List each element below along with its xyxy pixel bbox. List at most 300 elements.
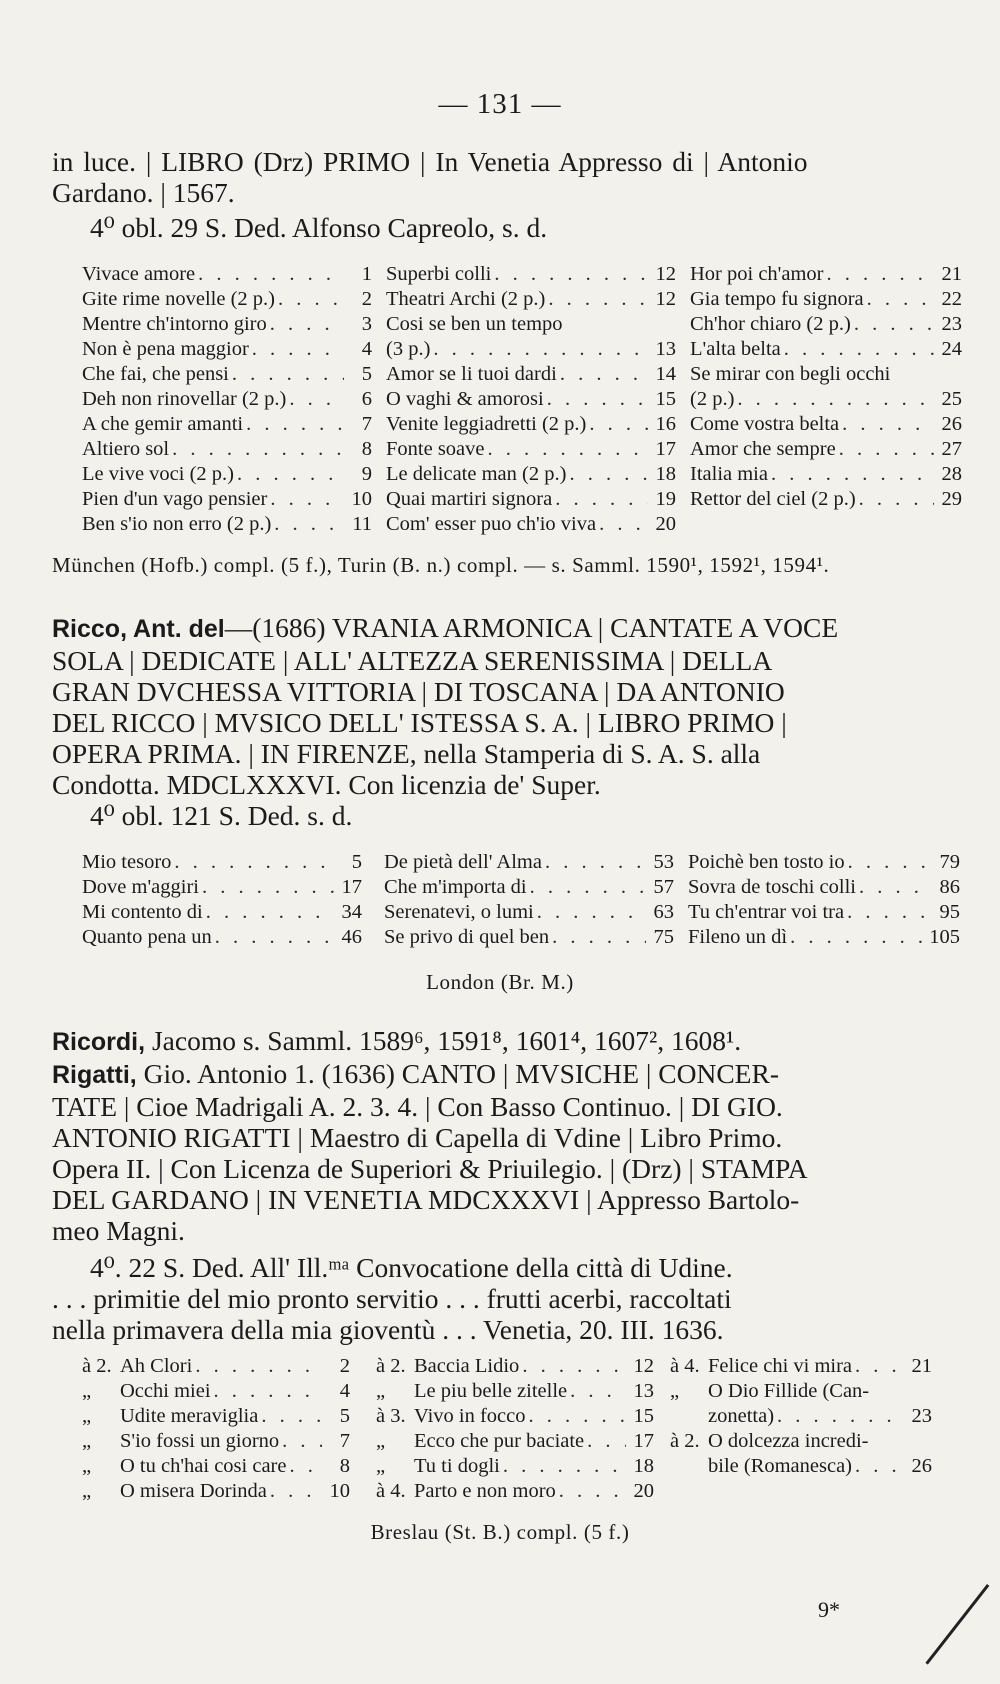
contents-row (82, 1379, 350, 1404)
leader-dots (781, 337, 934, 362)
voice-prefix: „ (376, 1455, 386, 1477)
contents-row (690, 462, 962, 487)
page-ref: 7 (339, 1430, 350, 1452)
voice-prefix: à 2. (376, 1355, 406, 1377)
page-ref: 105 (929, 926, 960, 948)
text-line: Gio. Antonio 1. (1636) CANTO | MVSICHE | CONCER- (143, 1058, 779, 1089)
leader-dots (279, 1429, 322, 1454)
contents-row (690, 437, 962, 462)
contents-title (82, 1454, 286, 1479)
page-ref: 17 (341, 876, 362, 898)
contents-title (82, 1429, 279, 1454)
contents-title: Se privo di quel ben (384, 926, 550, 948)
contents-title (82, 1479, 267, 1504)
contents-title (670, 1354, 852, 1379)
page-ref: 29 (941, 488, 962, 510)
leader-dots (586, 412, 648, 437)
contents-row (690, 412, 962, 437)
voice-prefix: à 4. (670, 1355, 700, 1377)
contents-row (376, 1454, 654, 1479)
page-ref: 26 (911, 1455, 932, 1477)
piece-title: O Dio Fillide (Can- (708, 1380, 870, 1402)
contents-column (82, 262, 372, 537)
contents-row (82, 312, 372, 337)
contents-title: Deh non rinovellar (2 p.) (82, 388, 287, 410)
page-ref: 10 (329, 1480, 350, 1502)
page-ref: 75 (653, 926, 674, 948)
page-ref: 21 (941, 263, 962, 285)
page-ref: 23 (911, 1405, 932, 1427)
contents-row (386, 287, 676, 312)
leader-dots (851, 312, 934, 337)
piece-title: Ah Clori (120, 1355, 193, 1377)
leader-dots (845, 850, 932, 875)
contents-title: Fileno un dì (688, 926, 788, 948)
page-ref: 20 (633, 1480, 654, 1502)
entry-ricordi (52, 1025, 972, 1058)
page-ref: 5 (351, 851, 362, 873)
leader-dots (852, 1354, 904, 1379)
voice-prefix: „ (82, 1455, 92, 1477)
format-line: 4⁰ obl. 29 S. Ded. Alfonso Capreolo, s. d. (90, 212, 548, 243)
page-ref: 8 (339, 1455, 350, 1477)
contents-row (670, 1454, 932, 1479)
piece-title: Parto e non moro (414, 1480, 556, 1502)
page-ref: 14 (655, 363, 676, 385)
contents-row (688, 850, 960, 875)
contents-title: Italia mia (690, 463, 768, 485)
contents-row (82, 387, 372, 412)
contents-row (384, 850, 674, 875)
contents-row (82, 262, 372, 287)
contents-title (82, 1354, 192, 1379)
contents-title (376, 1479, 556, 1504)
contents-row (384, 900, 674, 925)
voice-prefix (670, 1454, 708, 1479)
contents-title: Quai martiri signora (386, 488, 553, 510)
author-name: Rigatti, (52, 1061, 137, 1089)
contents-row (386, 362, 676, 387)
leader-dots (267, 487, 344, 512)
page-ref: 18 (655, 463, 676, 485)
leader-dots (258, 1404, 322, 1429)
contents-title (376, 1454, 500, 1479)
piece-title: Udite meraviglia (120, 1405, 259, 1427)
author-name: Ricco, Ant. del (52, 615, 225, 643)
leader-dots (869, 1429, 905, 1454)
contents-title: L'alta belta (690, 338, 781, 360)
contents-row (82, 487, 372, 512)
contents-row (386, 312, 676, 337)
entry-rigatti (52, 1058, 972, 1345)
page-ref: 12 (655, 263, 676, 285)
leader-dots (430, 337, 648, 362)
contents-row (82, 287, 372, 312)
contents-row (82, 875, 362, 900)
text-line: nella primavera della mia gioventù . . . Venetia, 20. III. 1636. (52, 1314, 724, 1345)
contents-title: De pietà dell' Alma (384, 851, 542, 873)
text-line: . . . primitie del mio pronto servitio . . . frutti acerbi, raccoltati (52, 1283, 732, 1314)
leader-dots (534, 900, 646, 925)
page-ref: 46 (341, 926, 362, 948)
contents-column (688, 850, 960, 950)
contents-row (82, 1354, 350, 1379)
contents-title: Sovra de toschi colli (688, 876, 856, 898)
piece-title: zonetta) (708, 1405, 775, 1427)
page-ref: 53 (653, 851, 674, 873)
contents-row (82, 512, 372, 537)
page-ref: 4 (361, 338, 372, 360)
leader-dots (195, 262, 344, 287)
text-line: meo Magni. (52, 1215, 185, 1246)
page-ref: 19 (655, 488, 676, 510)
leader-dots (211, 1379, 322, 1404)
contents-column (376, 1354, 654, 1504)
leader-dots (491, 262, 648, 287)
leader-dots (229, 362, 344, 387)
contents-column (386, 262, 676, 537)
contents-title: O vaghi & amorosi (386, 388, 544, 410)
page-ref: 21 (911, 1355, 932, 1377)
page-ref: 28 (941, 463, 962, 485)
library-holdings: London (Br. M.) (426, 970, 574, 994)
contents-title: Ben s'io non erro (2 p.) (82, 513, 272, 535)
contents-column (670, 1354, 932, 1504)
contents-row (386, 412, 676, 437)
page-ref: 8 (361, 438, 372, 460)
page-ref: 2 (339, 1355, 350, 1377)
leader-dots (212, 925, 334, 950)
page-ref: 12 (655, 288, 676, 310)
voice-prefix: à 4. (376, 1480, 406, 1502)
leader-dots (286, 387, 344, 412)
piece-title: Le piu belle zitelle (414, 1380, 568, 1402)
contents-title (82, 1379, 211, 1404)
contents-row (82, 850, 362, 875)
page-ref: 27 (941, 438, 962, 460)
contents-title: Amor se li tuoi dardi (386, 363, 557, 385)
text-line: Opera II. | Con Licenza de Superiori & Priuilegio. | (Drz) | STAMPA (52, 1153, 808, 1184)
page-ref: 26 (941, 413, 962, 435)
contents-title (376, 1429, 584, 1454)
contents-title: Altiero sol (82, 438, 170, 460)
contents-title: Le delicate man (2 p.) (386, 463, 567, 485)
contents-title (376, 1354, 519, 1379)
leader-dots (286, 1454, 322, 1479)
text-line: GRAN DVCHESSA VITTORIA | DI TOSCANA | DA ANTONIO (52, 676, 785, 707)
contents-title: (3 p.) (386, 338, 431, 360)
leader-dots (527, 875, 646, 900)
text-line: ANTONIO RIGATTI | Maestro di Capella di Vdine | Libro Primo. (52, 1122, 783, 1153)
contents-row (82, 337, 372, 362)
contents-row (82, 900, 362, 925)
page-ref: 13 (633, 1380, 654, 1402)
contents-row (376, 1379, 654, 1404)
entry-continuation (52, 146, 972, 243)
page-ref: 22 (941, 288, 962, 310)
leader-dots (271, 512, 344, 537)
page-ref: 10 (351, 488, 372, 510)
contents-row (688, 925, 960, 950)
leader-dots (542, 850, 646, 875)
leader-dots (563, 312, 648, 337)
contents-row (376, 1479, 654, 1504)
leader-dots (734, 387, 934, 412)
contents-row (384, 925, 674, 950)
text-line: Condotta. MDCLXXXVI. Con licenzia de' Super. (52, 769, 601, 800)
contents-row (386, 337, 676, 362)
leader-dots (275, 287, 344, 312)
contents-title (376, 1404, 526, 1429)
contents-title (670, 1404, 774, 1429)
contents-title (670, 1454, 852, 1479)
contents-title: Amor che sempre (690, 438, 836, 460)
library-holdings: München (Hofb.) compl. (5 f.), Turin (B. n.) compl. — s. Samml. 1590¹, 1592¹, 1594¹. (52, 553, 830, 577)
library-holdings: Breslau (St. B.) compl. (5 f.) (370, 1520, 630, 1544)
contents-row (386, 487, 676, 512)
contents-title: Non è pena maggior (82, 338, 249, 360)
voice-prefix: „ (376, 1430, 386, 1452)
voice-prefix: „ (82, 1480, 92, 1502)
contents-title: Gia tempo fu signora (690, 288, 864, 310)
page-ref (934, 362, 962, 387)
contents-row (688, 900, 960, 925)
voice-prefix: „ (82, 1430, 92, 1452)
contents-row (670, 1379, 932, 1404)
contents-title: Se mirar con begli occhi (690, 363, 891, 385)
leader-dots (787, 925, 929, 950)
page-ref: 18 (633, 1455, 654, 1477)
contents-row (690, 287, 962, 312)
text-line: TATE | Cioe Madrigali A. 2. 3. 4. | Con Basso Continuo. | DI GIO. (52, 1091, 783, 1122)
page-ref: 5 (361, 363, 372, 385)
page-ref: 3 (361, 313, 372, 335)
leader-dots (864, 287, 934, 312)
leader-dots (556, 1479, 626, 1504)
contents-row (386, 462, 676, 487)
page-ref: 6 (361, 388, 372, 410)
leader-dots (596, 512, 648, 537)
leader-dots (203, 900, 334, 925)
text-line: DEL GARDANO | IN VENETIA MDCXXXVI | Appresso Bartolo- (52, 1184, 800, 1215)
text-line: —(1686) VRANIA ARMONICA | CANTATE A VOCE (224, 612, 839, 643)
contents-row (82, 437, 372, 462)
contents-row (82, 412, 372, 437)
contents-row (670, 1404, 932, 1429)
contents-title: Che m'importa di (384, 876, 527, 898)
voice-prefix: à 2. (82, 1355, 112, 1377)
contents-title: Theatri Archi (2 p.) (386, 288, 546, 310)
page-ref: 16 (655, 413, 676, 435)
piece-title: O misera Dorinda (120, 1480, 267, 1502)
contents-title: Che fai, che pensi (82, 363, 229, 385)
contents-row (688, 875, 960, 900)
piece-title: O dolcezza incredi- (708, 1430, 869, 1452)
contents-title: Le vive voci (2 p.) (82, 463, 234, 485)
contents-title: Tu ch'entrar voi tra (688, 901, 845, 923)
contents-title (670, 1379, 869, 1404)
page-ref: 11 (352, 513, 372, 535)
contents-title (376, 1379, 567, 1404)
page-ref: 95 (939, 901, 960, 923)
contents-row (376, 1354, 654, 1379)
contents-row (690, 312, 962, 337)
piece-title: Ecco che pur baciate (414, 1430, 585, 1452)
page-ref: 24 (941, 338, 962, 360)
contents-row (82, 1454, 350, 1479)
text-line: SOLA | DEDICATE | ALL' ALTEZZA SERENISSIMA | DELLA (52, 645, 773, 676)
piece-title: Felice chi vi mira (708, 1355, 853, 1377)
text-line: Jacomo s. Samml. 1589⁶, 1591⁸, 1601⁴, 1607², 1608¹. (151, 1025, 742, 1056)
leader-dots (267, 312, 344, 337)
leader-dots (566, 462, 648, 487)
contents-row (82, 1404, 350, 1429)
page-ref: 79 (939, 851, 960, 873)
leader-dots (485, 437, 649, 462)
contents-title: A che gemir amanti (82, 413, 244, 435)
contents-row (386, 387, 676, 412)
leader-dots (199, 875, 334, 900)
contents-table-2 (82, 850, 962, 950)
leader-dots (171, 850, 334, 875)
leader-dots (519, 1354, 626, 1379)
leader-dots (544, 387, 648, 412)
text-line: Gardano. | 1567. (52, 177, 235, 208)
leader-dots (267, 1479, 322, 1504)
piece-title: Occhi miei (120, 1380, 211, 1402)
page-ref: 20 (655, 513, 676, 535)
leader-dots (890, 362, 934, 387)
page-ref (904, 1379, 932, 1404)
contents-row (82, 1479, 350, 1504)
contents-title: Fonte soave (386, 438, 485, 460)
format-line: 4⁰ obl. 121 S. Ded. s. d. (90, 800, 353, 831)
leader-dots (500, 1454, 626, 1479)
leader-dots (192, 1354, 322, 1379)
text-line: OPERA PRIMA. | IN FIRENZE, nella Stamperia di S. A. S. alla (52, 738, 761, 769)
contents-column (82, 1354, 350, 1504)
contents-title: Quanto pena un (82, 926, 212, 948)
contents-row (386, 262, 676, 287)
leader-dots (768, 462, 934, 487)
contents-title: Ch'hor chiaro (2 p.) (690, 313, 851, 335)
contents-title (670, 1429, 869, 1454)
contents-row (690, 337, 962, 362)
page-ref: 9 (361, 463, 372, 485)
voice-prefix: „ (82, 1405, 92, 1427)
contents-row (690, 487, 962, 512)
entry-ricco (52, 612, 972, 831)
contents-title: Rettor del ciel (2 p.) (690, 488, 856, 510)
voice-prefix: „ (376, 1380, 386, 1402)
page-ref: 63 (653, 901, 674, 923)
contents-row (690, 262, 962, 287)
page-ref: 15 (655, 388, 676, 410)
contents-title: Pien d'un vago pensier (82, 488, 268, 510)
pen-mark (925, 1584, 989, 1665)
leader-dots (856, 875, 932, 900)
contents-title: Mio tesoro (82, 851, 172, 873)
leader-dots (243, 412, 344, 437)
page-ref: 57 (653, 876, 674, 898)
page-ref (648, 312, 676, 337)
contents-row (384, 875, 674, 900)
contents-title: Gite rime novelle (2 p.) (82, 288, 275, 310)
contents-table-1 (82, 262, 962, 537)
page-ref: 4 (339, 1380, 350, 1402)
page-ref: 13 (655, 338, 676, 360)
contents-title: Superbi colli (386, 263, 492, 285)
leader-dots (169, 437, 344, 462)
page-ref: 17 (655, 438, 676, 460)
page-ref: 34 (341, 901, 362, 923)
contents-title: (2 p.) (690, 388, 735, 410)
contents-title (82, 1404, 258, 1429)
voice-prefix: „ (670, 1380, 680, 1402)
leader-dots (839, 412, 934, 437)
leader-dots (844, 900, 932, 925)
contents-title: Vivace amore (82, 263, 196, 285)
signature-mark: 9* (818, 1597, 840, 1622)
format-line: 4⁰. 22 S. Ded. All' Ill.ᵐᵃ Convocatione della città di Udine. (90, 1252, 733, 1283)
page-ref: 1 (361, 263, 372, 285)
leader-dots (557, 362, 648, 387)
contents-title: Serenatevi, o lumi (384, 901, 534, 923)
contents-row (386, 437, 676, 462)
contents-title: Cosi se ben un tempo (386, 313, 563, 335)
piece-title: Vivo in focco (414, 1405, 526, 1427)
piece-title: O tu ch'hai cosi care (120, 1455, 287, 1477)
leader-dots (836, 437, 934, 462)
contents-title: Hor poi ch'amor (690, 263, 824, 285)
voice-prefix: à 2. (670, 1430, 700, 1452)
leader-dots (774, 1404, 904, 1429)
contents-row (670, 1354, 932, 1379)
text-line: in luce. | LIBRO (Drz) PRIMO | In Venetia Appresso di | Antonio (52, 146, 808, 177)
leader-dots (567, 1379, 626, 1404)
text-line: DEL RICCO | MVSICO DELL' ISTESSA S. A. | LIBRO PRIMO | (52, 707, 787, 738)
page-ref: 86 (939, 876, 960, 898)
contents-row (82, 1429, 350, 1454)
contents-row (386, 512, 676, 537)
contents-title: Poichè ben tosto io (688, 851, 845, 873)
page-ref: 5 (339, 1405, 350, 1427)
voice-prefix: à 3. (376, 1405, 406, 1427)
contents-row (690, 362, 962, 387)
leader-dots (545, 287, 648, 312)
leader-dots (584, 1429, 626, 1454)
contents-title: Mi contento di (82, 901, 203, 923)
page-ref: 2 (361, 288, 372, 310)
leader-dots (549, 925, 646, 950)
leader-dots (526, 1404, 627, 1429)
contents-row (670, 1429, 932, 1454)
leader-dots (869, 1379, 904, 1404)
leader-dots (856, 487, 934, 512)
contents-title: Mentre ch'intorno giro (82, 313, 267, 335)
leader-dots (234, 462, 344, 487)
contents-title: Venite leggiadretti (2 p.) (386, 413, 587, 435)
page-ref: 23 (941, 313, 962, 335)
page-number: — 131 — (438, 88, 562, 120)
contents-row (690, 387, 962, 412)
contents-title: Com' esser puo ch'io viva (386, 513, 597, 535)
piece-title: Tu ti dogli (414, 1455, 500, 1477)
leader-dots (552, 487, 648, 512)
contents-row (82, 362, 372, 387)
piece-title: Baccia Lidio (414, 1355, 520, 1377)
page-ref: 12 (633, 1355, 654, 1377)
